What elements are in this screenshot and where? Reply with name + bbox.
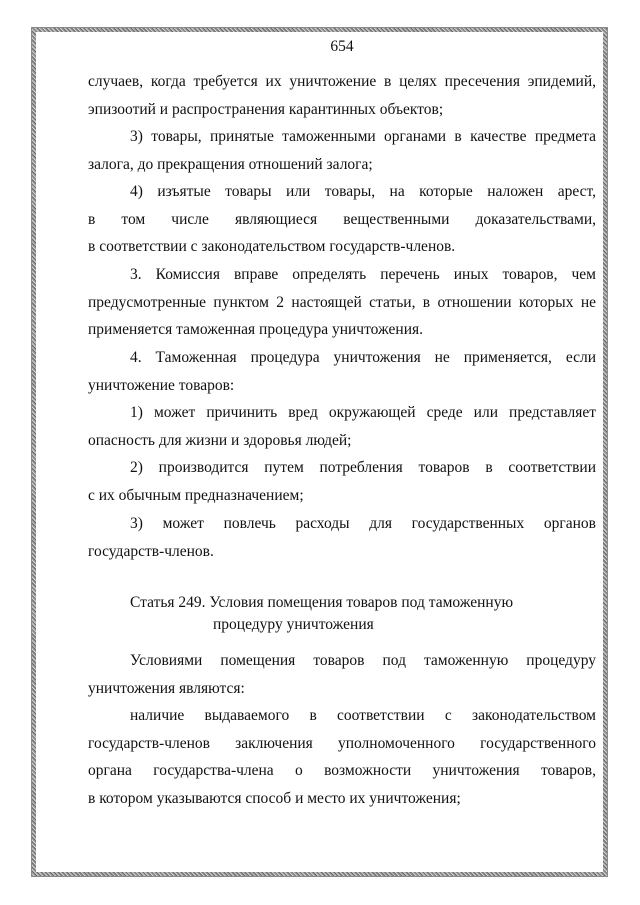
paragraph-line: 2) производится путем потребления товаров в соответствии <box>130 459 596 476</box>
paragraph-line: опасность для жизни и здоровья людей; <box>88 431 352 449</box>
paragraph-5 <box>88 344 596 399</box>
article-heading <box>130 592 596 636</box>
paragraph-line: 3) товары, принятые таможенными органами в качестве предмета <box>130 128 596 145</box>
paragraph-line: государств-членов. <box>88 542 214 560</box>
paragraph-3 <box>88 178 596 261</box>
paragraph-2 <box>88 123 596 178</box>
paragraph-line: органа государства-члена о возможности уничтожения товаров, <box>88 762 596 779</box>
paragraph-line: в котором указываются способ и место их уничтожения; <box>88 789 461 807</box>
paragraph-line: применяется таможенная процедура уничтожения. <box>88 321 424 338</box>
paragraph-7 <box>88 454 596 509</box>
paragraph-line: Условиями помещения товаров под таможенную процедуру <box>130 652 596 669</box>
paragraph-line: случаев, когда требуется их уничтожение в целях пресечения эпидемий, <box>88 73 596 90</box>
paragraph-line: в том числе являющиеся вещественными доказательствами, <box>88 210 596 228</box>
paragraph-line: в соответствии с законодательством государств-членов. <box>88 238 456 255</box>
paragraph-line: государств-членов заключения уполномоченного государственного <box>88 734 596 752</box>
paragraph-6 <box>88 399 596 454</box>
paragraph-line: 3. Комиссия вправе определять перечень иных товаров, чем <box>130 266 596 283</box>
article-heading-line-2: процедуру уничтожения <box>213 616 374 633</box>
paragraph-line: эпизоотий и распространения карантинных объектов; <box>88 100 444 118</box>
paragraph-9 <box>88 647 596 702</box>
paragraph-line: уничтожения являются: <box>88 679 245 697</box>
paragraph-line: залога, до прекращения отношений залога; <box>88 155 373 173</box>
paragraph-line: с их обычным предназначением; <box>88 486 304 504</box>
paragraph-1 <box>88 68 596 123</box>
paragraph-line: 4. Таможенная процедура уничтожения не применяется, если <box>130 349 596 366</box>
paragraph-line: уничтожение товаров: <box>88 376 235 394</box>
paragraph-line: 4) изъятые товары или товары, на которые наложен арест, <box>130 183 596 200</box>
paragraph-line: предусмотренные пунктом 2 настоящей статьи, в отношении которых не <box>88 293 596 311</box>
paragraph-4 <box>88 261 596 344</box>
paragraph-line: 3) может повлечь расходы для государственных органов <box>130 515 596 532</box>
article-heading-line-1: Статья 249. Условия помещения товаров под таможенную <box>130 594 514 611</box>
page-number: 654 <box>330 38 354 55</box>
paragraph-8 <box>88 510 596 565</box>
paragraph-line: наличие выдаваемого в соответствии с законодательством <box>130 707 596 724</box>
paragraph-line: 1) может причинить вред окружающей среде или представляет <box>130 404 596 421</box>
paragraph-10 <box>88 702 596 812</box>
